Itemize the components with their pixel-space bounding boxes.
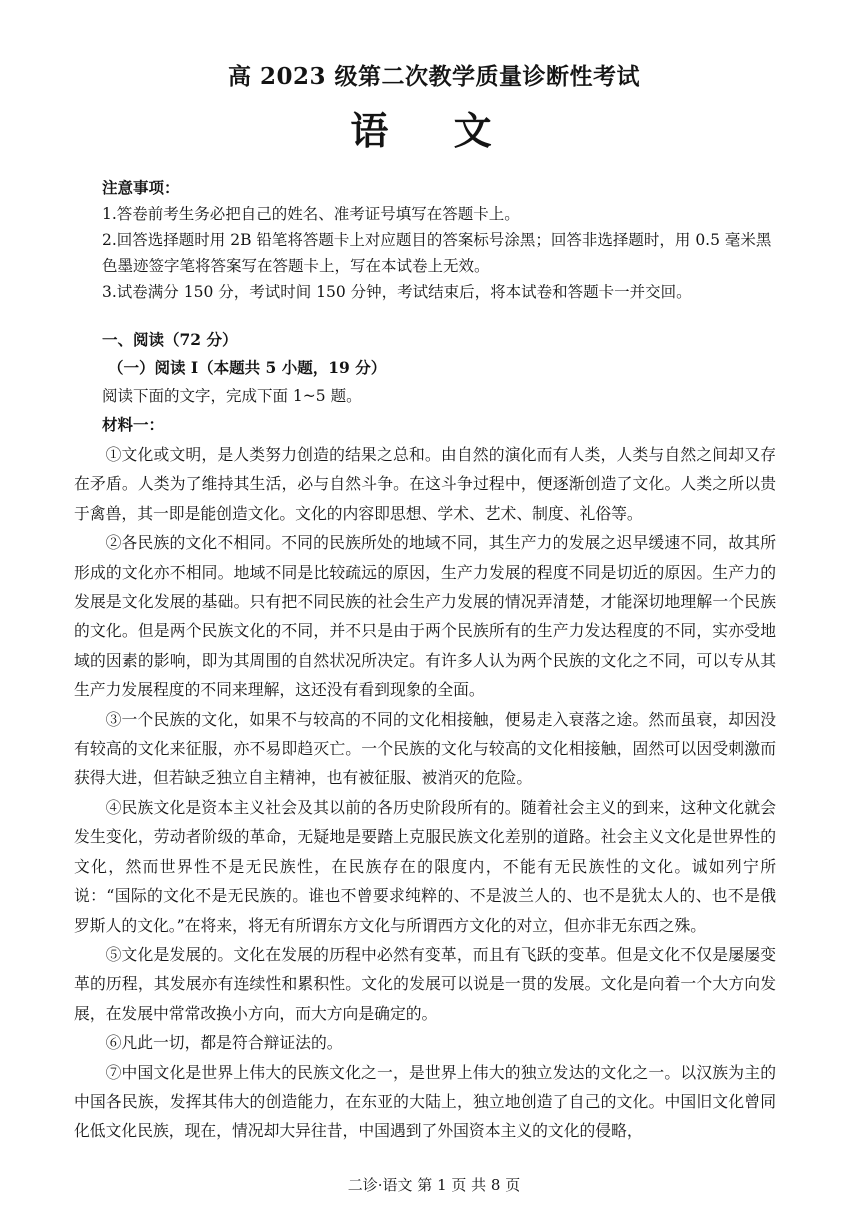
note-item: 3.试卷满分 150 分，考试时间 150 分钟，考试结束后，将本试卷和答题卡一并交回。 (102, 283, 692, 301)
notes-block (102, 175, 782, 305)
passage-paragraph: ⑤文化是发展的。文化在发展的历程中必然有变革，而且有飞跃的变革。但是文化不仅是屡屡变革的历程，其发展亦有连续性和累积性。文化的发展可以说是一贯的发展。文化是向着一个大方向发展，在发展中常常改换小方向，而大方向是确定的。 (74, 944, 776, 1023)
section-heading: 一、阅读（72 分） (102, 330, 238, 349)
exam-title: 高 2023 级第二次教学质量诊断性考试 (227, 63, 641, 90)
passage-paragraph: ②各民族的文化不相同。不同的民族所处的地域不同，其生产力的发展之迟早缓速不同，故其所形成的文化亦不相同。地域不同是比较疏远的原因，生产力发展的程度不同是切近的原因。生产力的发展是文化发展的基础。只有把不同民族的社会生产力发展的情况弄清楚，才能深切地理解一个民族的文化。但是两个民族文化的不同，并不只是由于两个民族所有的生产力发达程度的不同，实亦受地域的因素的影响，即为其周围的自然状况所决定。有许多人认为两个民族的文化之不同，可以专从其生产力发展程度的不同来理解，这还没有看到现象的全面。 (74, 533, 776, 700)
subject-title: 语 文 (350, 108, 518, 153)
note-item: 1.答卷前考生务必把自己的姓名、准考证号填写在答题卡上。 (102, 205, 520, 223)
passage-paragraph: ⑥凡此一切，都是符合辩证法的。 (105, 1033, 343, 1053)
instruction-text: 阅读下面的文字，完成下面 1~5 题。 (102, 387, 362, 405)
note-item: 2.回答选择题时用 2B 铅笔将答题卡上对应题目的答案标号涂黑；回答非选择题时，用 0.5 毫米黑色墨迹签字笔将答案写在答题卡上，写在本试卷上无效。 (102, 231, 772, 275)
page-footer: 二诊·语文 第 1 页 共 8 页 (347, 1176, 521, 1194)
passage-paragraph: ③一个民族的文化，如果不与较高的不同的文化相接触，便易走入衰落之途。然而虽衰，却因没有较高的文化来征服，亦不易即趋灭亡。一个民族的文化与较高的文化相接触，固然可以因受刺激而获得大进，但若缺乏独立自主精神，也有被征服、被消灭的危险。 (74, 709, 776, 788)
reading-passage (74, 440, 776, 1146)
passage-paragraph: ④民族文化是资本主义社会及其以前的各历史阶段所有的。随着社会主义的到来，这种文化就会发生变化，劳动者阶级的革命，无疑地是要踏上克服民族文化差别的道路。社会主义文化是世界性的文化，然而世界性不是无民族性，在民族存在的限度内，不能有无民族性的文化。诚如列宁所说：“国际的文化不是无民族的。谁也不曾要求纯粹的、不是波兰人的、也不是犹太人的、也不是俄罗斯人的文化。”在将来，将无有所谓东方文化与所谓西方文化的对立，但亦非无东西之殊。 (74, 797, 776, 935)
notes-heading: 注意事项： (102, 178, 180, 197)
subsection-heading: （一）阅读 I（本题共 5 小题，19 分） (108, 358, 387, 377)
material-label: 材料一： (102, 415, 165, 434)
passage-paragraph: ⑦中国文化是世界上伟大的民族文化之一，是世界上伟大的独立发达的文化之一。以汉族为主的中国各民族，发挥其伟大的创造能力，在东亚的大陆上，独立地创造了自己的文化。中国旧文化曾同化低文化民族，现在，情况却大异往昔，中国遇到了外国资本主义的文化的侵略， (74, 1062, 776, 1141)
passage-paragraph: ①文化或文明，是人类努力创造的结果之总和。由自然的演化而有人类，人类与自然之间却又存在矛盾。人类为了维持其生活，必与自然斗争。在这斗争过程中，便逐渐创造了文化。人类之所以贵于禽兽，其一即是能创造文化。文化的内容即思想、学术、艺术、制度、礼俗等。 (74, 445, 776, 523)
